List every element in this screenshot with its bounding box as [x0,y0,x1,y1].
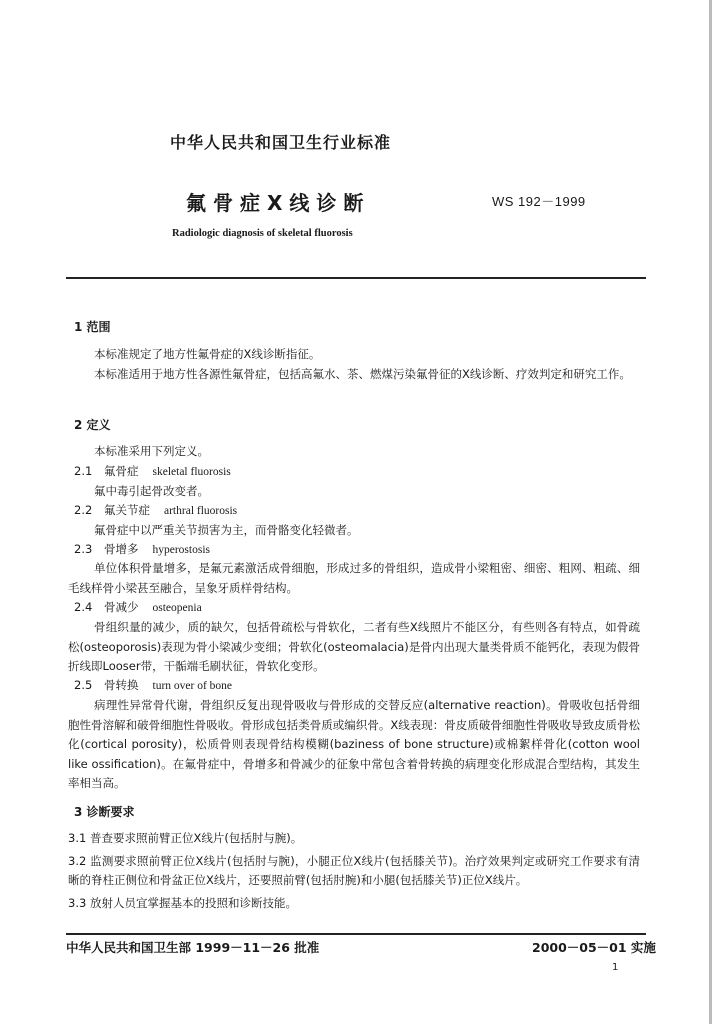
definition-number: 2.4 [74,600,93,614]
section-1-body [68,345,640,384]
section-2-heading: 2 定义 [74,418,111,432]
definition-en: skeletal fluorosis [152,466,231,478]
definition-text: 单位体积骨量增多，是氟元素激活成骨细胞，形成过多的骨组织，造成骨小梁粗密、细密、粗网、粗疏、细毛线样骨小梁甚至融合，呈象牙质样骨结构。 [68,561,640,595]
approval-line: 中华人民共和国卫生部 1999－11－26 批准 [66,940,320,955]
section-1-paragraph: 本标准规定了地方性氟骨症的X线诊断指征。 [94,347,321,361]
definition-body-2-1 [68,482,640,502]
header-divider [66,277,646,279]
definition-term-2-5 [74,677,232,693]
english-title: Radiologic diagnosis of skeletal fluorosis [172,228,353,239]
definition-term-2-3 [74,541,210,557]
definition-cn: 骨增多 [104,542,139,556]
definition-number: 2.1 [74,464,93,478]
definition-body-2-2 [68,521,640,541]
requirement-item: 3.2 监测要求照前臂正位X线片(包括肘与腕)，小腿正位X线片(包括膝关节)。治疗效果判定或研究工作要求有清晰的脊柱正侧位和骨盆正位X线片，还要照前臂(包括肘腕)和小腿(包括膝关节)正位X线片。 [68,853,640,887]
definition-text: 骨组织量的减少，质的缺欠，包括骨疏松与骨软化，二者有些X线照片不能区分，有些则各有特点，如骨疏松(osteoporosis)表现为骨小梁减少变细；骨软化(osteomalacia)是骨内出现大量类骨质不能钙化，表现为假骨折线即Looser带，干骺端毛刷状征，骨软化变形。 [68,620,640,673]
implementation-date: 2000－05－01 实施 [532,940,656,955]
standard-number: WS 192－1999 [492,194,586,209]
document-title: 氟骨症X线诊断 [186,191,371,215]
definition-cn: 骨减少 [104,600,139,614]
definition-text: 氟骨症中以严重关节损害为主，而骨骼变化轻微者。 [94,523,359,537]
definition-text: 病理性异常骨代谢，骨组织反复出现骨吸收与骨形成的交替反应(alternative reaction)。骨吸收包括骨细胞性骨溶解和破骨细胞性骨吸收。骨形成包括类骨质或编织骨。X线表现：骨皮质破骨细胞性骨吸收导致皮质骨松化(cortical porosity)，松质骨则表现骨结构模糊(baziness of bone structure)或棉絮样骨化(cotton wool like ossification)。在氟骨症中，骨增多和骨减少的征象中常包含着骨转换的病理变化形成混合型结构，其发生率相当高。 [68,698,640,790]
page-number: 1 [612,962,619,973]
definition-en: osteopenia [152,602,202,614]
requirement-item: 3.3 放射人员宜掌握基本的投照和诊断技能。 [68,895,297,910]
requirement-item: 3.1 普查要求照前臂正位X线片(包括肘与腕)。 [68,831,303,845]
definition-en: turn over of bone [152,680,233,692]
section-2-intro [68,442,640,462]
section-2-paragraph: 本标准采用下列定义。 [94,444,209,458]
section-1-paragraph: 本标准适用于地方性各源性氟骨症，包括高氟水、茶、燃煤污染氟骨征的X线诊断、疗效判定和研究工作。 [94,366,631,381]
definition-number: 2.2 [74,503,93,517]
definition-cn: 氟骨症 [104,464,139,478]
definition-term-2-1 [74,463,231,479]
definition-body-2-5 [68,696,640,794]
definition-number: 2.5 [74,678,93,692]
definition-body-2-4 [68,618,640,677]
definition-cn: 氟关节症 [104,503,150,517]
definition-cn: 骨转换 [104,678,139,692]
section-3-heading: 3 诊断要求 [74,805,135,819]
section-1-heading: 1 范围 [74,320,111,334]
definition-text: 氟中毒引起骨改变者。 [94,484,209,498]
definition-number: 2.3 [74,542,93,556]
definition-term-2-2 [74,502,237,518]
definition-body-2-3 [68,559,640,598]
definition-term-2-4 [74,599,202,615]
footer-divider [66,933,646,935]
definition-en: arthral fluorosis [164,505,238,517]
definition-en: hyperostosis [152,544,210,556]
standard-organization: 中华人民共和国卫生行业标准 [170,133,392,152]
section-3-body [68,829,640,913]
